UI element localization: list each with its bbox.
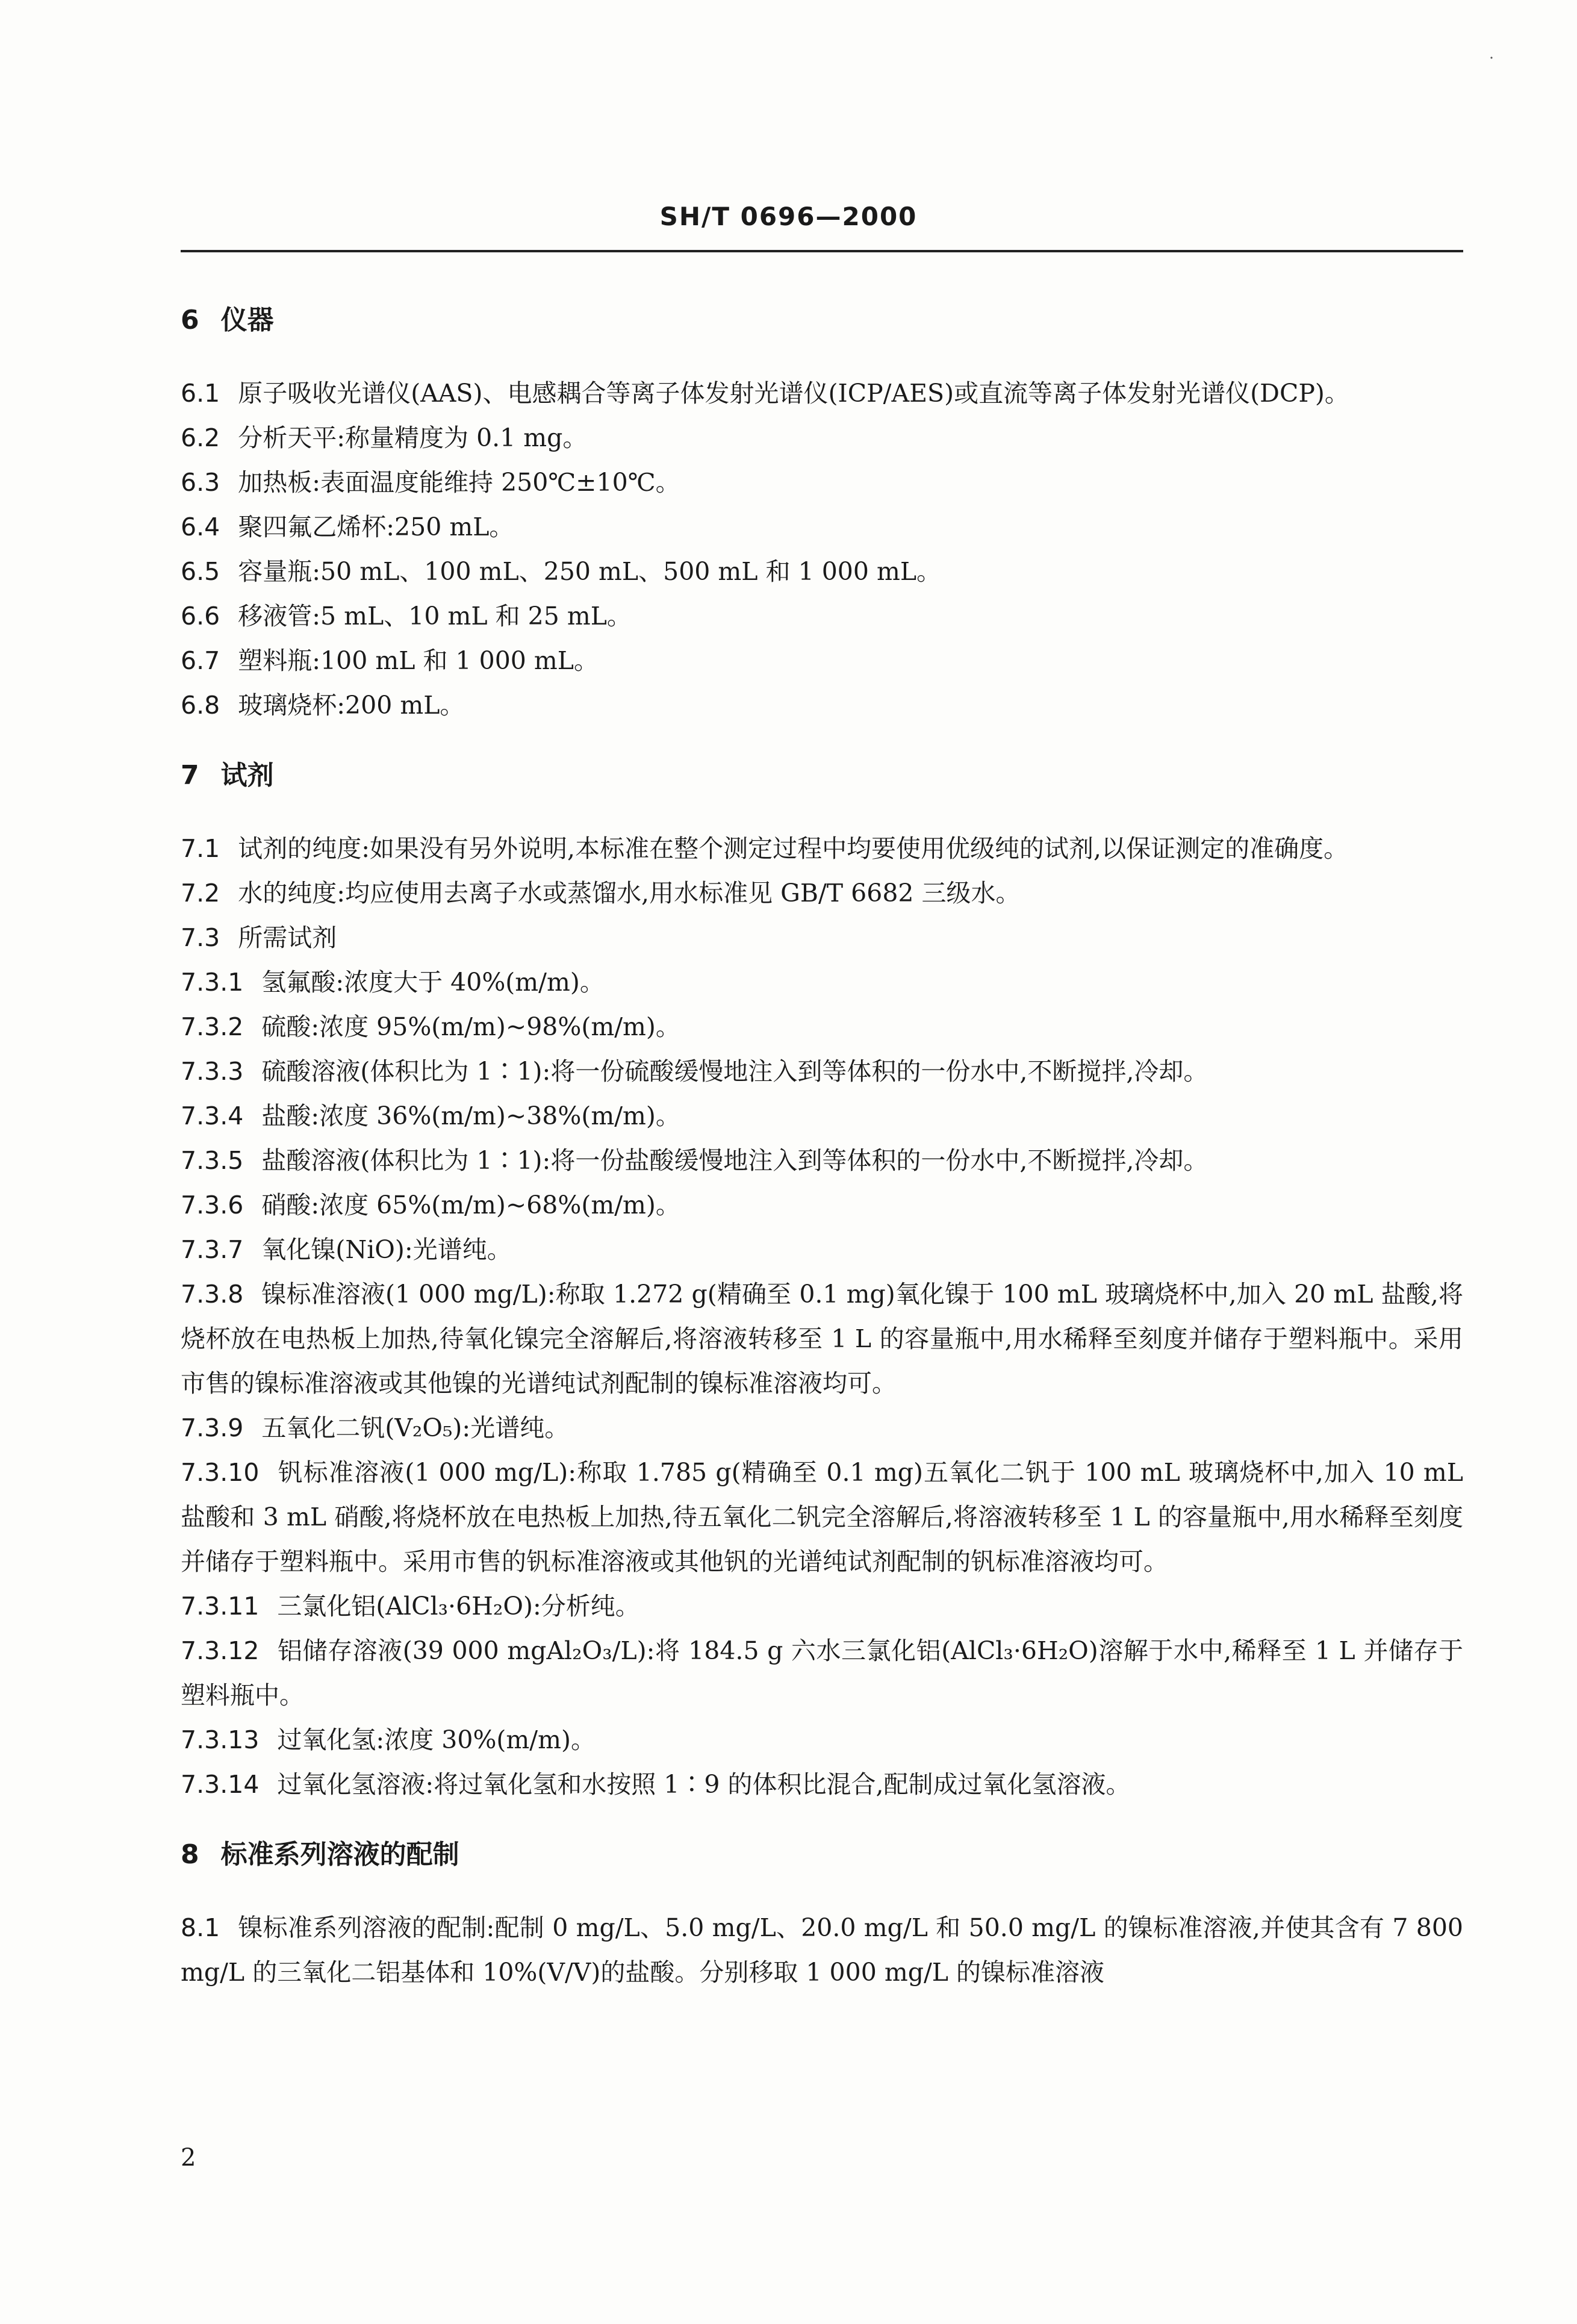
clause-number: 6.7 <box>181 646 220 675</box>
clause-number: 7.3.13 <box>181 1725 260 1754</box>
clause-text: 氧化镍(NiO):光谱纯。 <box>261 1235 512 1264</box>
clause <box>181 1628 1463 1718</box>
clause <box>181 826 1463 871</box>
clause <box>181 594 1463 638</box>
section-title: 仪器 <box>220 305 274 335</box>
clause-number: 7.3.9 <box>181 1413 244 1442</box>
section-heading <box>181 756 1463 795</box>
clause-text: 所需试剂 <box>238 923 337 952</box>
clause-text: 盐酸溶液(体积比为 1∶1):将一份盐酸缓慢地注入到等体积的一份水中,不断搅拌,冷却。 <box>261 1146 1208 1175</box>
clause <box>181 1094 1463 1138</box>
clause-text: 过氧化氢:浓度 30%(m/m)。 <box>277 1725 596 1754</box>
clause <box>181 1005 1463 1049</box>
clause-text: 原子吸收光谱仪(AAS)、电感耦合等离子体发射光谱仪(ICP/AES)或直流等离子体发射光谱仪(DCP)。 <box>238 379 1349 408</box>
clause <box>181 915 1463 960</box>
clause-number: 7.3 <box>181 923 220 952</box>
clause <box>181 1138 1463 1183</box>
clause-number: 6.3 <box>181 468 220 497</box>
section-number: 7 <box>181 760 199 791</box>
section-number: 6 <box>181 305 199 335</box>
clause-text: 镍标准系列溶液的配制:配制 0 mg/L、5.0 mg/L、20.0 mg/L 和 50.0 mg/L 的镍标准溶液,并使其含有 7 800 mg/L 的三氧化二铝基体和 10%(V/V)的盐酸。分别移取 1 000 mg/L 的镍标准溶液 <box>181 1913 1463 1987</box>
clause-text: 试剂的纯度:如果没有另外说明,本标准在整个测定过程中均要使用优级纯的试剂,以保证测定的准确度。 <box>238 834 1349 863</box>
clause <box>181 960 1463 1005</box>
clause-text: 分析天平:称量精度为 0.1 mg。 <box>238 423 588 452</box>
clause <box>181 638 1463 683</box>
clause <box>181 1450 1463 1584</box>
clause-text: 铝储存溶液(39 000 mgAl₂O₃/L):将 184.5 g 六水三氯化铝(AlCl₃·6H₂O)溶解于水中,稀释至 1 L 并储存于塑料瓶中。 <box>181 1636 1463 1710</box>
clause <box>181 871 1463 915</box>
header-rule <box>181 250 1463 252</box>
clause <box>181 683 1463 727</box>
clause-number: 7.3.14 <box>181 1770 260 1799</box>
document-body <box>181 301 1463 1995</box>
clause <box>181 1718 1463 1762</box>
clause <box>181 505 1463 549</box>
clause-number: 6.6 <box>181 602 220 631</box>
section-title: 试剂 <box>220 760 274 791</box>
clause-text: 容量瓶:50 mL、100 mL、250 mL、500 mL 和 1 000 mL。 <box>238 557 942 586</box>
clause <box>181 1762 1463 1807</box>
clause-number: 7.3.5 <box>181 1146 244 1175</box>
standard-code-header: SH/T 0696—2000 <box>659 202 918 231</box>
clause-number: 7.3.3 <box>181 1057 244 1086</box>
page-number: 2 <box>181 2144 196 2172</box>
clause-number: 8.1 <box>181 1913 220 1942</box>
section-spacer <box>181 727 1463 756</box>
clause-text: 移液管:5 mL、10 mL 和 25 mL。 <box>238 602 632 631</box>
clause <box>181 1049 1463 1094</box>
clause <box>181 1183 1463 1227</box>
clause-text: 聚四氟乙烯杯:250 mL。 <box>238 512 514 541</box>
clause-number: 7.3.2 <box>181 1012 244 1041</box>
clause-number: 7.3.10 <box>181 1458 260 1487</box>
clause-text: 镍标准溶液(1 000 mg/L):称取 1.272 g(精确至 0.1 mg)氧化镍于 100 mL 玻璃烧杯中,加入 20 mL 盐酸,将烧杯放在电热板上加热,待氧化镍完全溶解后,将溶液转移至 1 L 的容量瓶中,用水稀释至刻度并储存于塑料瓶中。采用市售的镍标准溶液或其他镍的光谱纯试剂配制的镍标准溶液均可。 <box>181 1280 1463 1398</box>
clause-text: 玻璃烧杯:200 mL。 <box>238 691 465 720</box>
clause <box>181 460 1463 505</box>
clause-text: 过氧化氢溶液:将过氧化氢和水按照 1∶9 的体积比混合,配制成过氧化氢溶液。 <box>277 1770 1131 1799</box>
clause-number: 7.3.7 <box>181 1235 244 1264</box>
clause-text: 水的纯度:均应使用去离子水或蒸馏水,用水标准见 GB/T 6682 三级水。 <box>238 879 1021 908</box>
clause-number: 7.3.11 <box>181 1592 260 1621</box>
clause <box>181 549 1463 594</box>
clause-text: 加热板:表面温度能维持 250℃±10℃。 <box>238 468 680 497</box>
clause <box>181 1227 1463 1272</box>
clause <box>181 1584 1463 1628</box>
clause <box>181 1905 1463 1995</box>
clause-number: 7.3.6 <box>181 1191 244 1220</box>
clause-text: 钒标准溶液(1 000 mg/L):称取 1.785 g(精确至 0.1 mg)五氧化二钒于 100 mL 玻璃烧杯中,加入 10 mL 盐酸和 3 mL 硝酸,将烧杯放在电热板上加热,待五氧化二钒完全溶解后,将溶液转移至 1 L 的容量瓶中,用水稀释至刻度并储存于塑料瓶中。采用市售的钒标准溶液或其他钒的光谱纯试剂配制的钒标准溶液均可。 <box>181 1458 1463 1576</box>
clause <box>181 416 1463 460</box>
clause-text: 氢氟酸:浓度大于 40%(m/m)。 <box>261 968 605 997</box>
clause-text: 塑料瓶:100 mL 和 1 000 mL。 <box>238 646 599 675</box>
clause-number: 7.3.4 <box>181 1101 244 1130</box>
clause-number: 6.1 <box>181 379 220 408</box>
clause <box>181 1272 1463 1406</box>
clause-number: 7.2 <box>181 879 220 908</box>
clause-text: 硫酸溶液(体积比为 1∶1):将一份硫酸缓慢地注入到等体积的一份水中,不断搅拌,冷却。 <box>261 1057 1208 1086</box>
section-number: 8 <box>181 1839 199 1870</box>
clause-number: 6.8 <box>181 691 220 720</box>
clause-number: 7.3.8 <box>181 1280 244 1309</box>
clause <box>181 1406 1463 1450</box>
corner-mark: ˙ <box>1487 54 1496 74</box>
clause-text: 三氯化铝(AlCl₃·6H₂O):分析纯。 <box>277 1592 640 1621</box>
section-heading <box>181 1836 1463 1874</box>
clause <box>181 371 1463 416</box>
clause-number: 7.3.12 <box>181 1636 260 1665</box>
section-spacer <box>181 1807 1463 1836</box>
clause-number: 7.3.1 <box>181 968 244 997</box>
clause-text: 五氧化二钒(V₂O₅):光谱纯。 <box>261 1413 570 1442</box>
clause-number: 6.5 <box>181 557 220 586</box>
section-heading <box>181 301 1463 340</box>
clause-number: 6.4 <box>181 512 220 541</box>
clause-text: 盐酸:浓度 36%(m/m)~38%(m/m)。 <box>261 1101 680 1130</box>
clause-text: 硫酸:浓度 95%(m/m)~98%(m/m)。 <box>261 1012 680 1041</box>
clause-number: 7.1 <box>181 834 220 863</box>
clause-number: 6.2 <box>181 423 220 452</box>
clause-text: 硝酸:浓度 65%(m/m)~68%(m/m)。 <box>261 1191 680 1220</box>
section-title: 标准系列溶液的配制 <box>220 1839 459 1870</box>
